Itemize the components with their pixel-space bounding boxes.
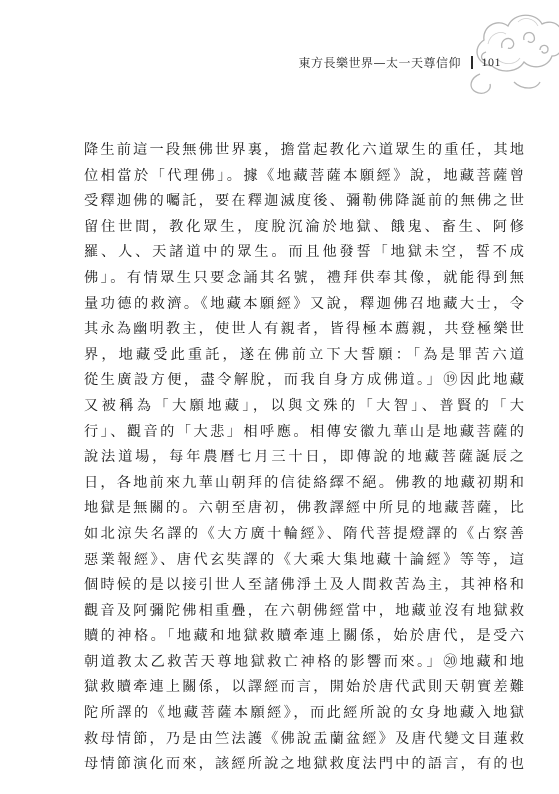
text-line: 惡業報經》、唐代玄奘譯的《大乘大集地藏十論經》等等，這 — [84, 551, 524, 568]
text-line: 其永為幽明教主，使世人有親者，皆得極本薦親，共登極樂世 — [84, 321, 524, 338]
text-line: 又被稱為「大願地藏」，以與文殊的「大智」、普賢的「大 — [84, 397, 524, 414]
text-line: 獄救贖牽連上關係，以譯經而言，開始於唐代武則天朝實差難 — [84, 679, 524, 696]
text-line: 日，各地前來九華山朝拜的信徒絡繹不絕。佛教的地藏初期和 — [84, 474, 524, 491]
text-line: 個時候的是以接引世人至諸佛淨土及人間救苦為主，其神格和 — [84, 577, 524, 594]
text-line: 量功德的救濟。《地藏本願經》又說，釋迦佛召地藏大士，令 — [84, 295, 524, 312]
text-line: 朝道教太乙救苦天尊地獄救亡神格的影響而來。」⑳地藏和地 — [84, 653, 524, 670]
page-number: 101 — [481, 54, 501, 69]
text-line: 觀音及阿彌陀佛相重疊，在六朝佛經當中，地藏並沒有地獄救 — [84, 602, 524, 619]
text-line: 降生前這一段無佛世界裏，擔當起教化六道眾生的重任，其地 — [84, 142, 524, 158]
header-divider — [471, 56, 473, 69]
text-line: 說法道場，每年農曆七月三十日，即傳說的地藏菩薩誕辰之 — [84, 449, 524, 466]
text-line: 留住世間，教化眾生，度脫沉淪於地獄、餓鬼、畜生、阿修 — [84, 218, 524, 235]
text-line: 救母情節，乃是由竺法護《佛說盂蘭盆經》及唐代變文目蓮救 — [84, 730, 524, 747]
text-line: 羅、人、天諸道中的眾生。而且他發誓「地獄未空，誓不成 — [84, 244, 524, 261]
text-line: 行」、觀音的「大悲」相呼應。相傳安徽九華山是地藏菩薩的 — [84, 423, 524, 440]
body-text — [84, 138, 524, 778]
text-line: 位相當於「代理佛」。據《地藏菩薩本願經》說，地藏菩薩曾 — [84, 167, 524, 184]
text-line: 受釋迦佛的囑託，要在釋迦滅度後、彌勒佛降誕前的無佛之世 — [84, 193, 524, 210]
running-title: 東方長樂世界—太一天尊信仰 — [298, 55, 461, 70]
text-line: 佛」。有情眾生只要念誦其名號，禮拜供奉其像，就能得到無 — [84, 269, 524, 286]
text-line: 母情節演化而來，該經所說之地獄救度法門中的語言，有的也 — [84, 756, 524, 773]
text-line: 如北涼失名譯的《大方廣十輪經》、隋代菩提燈譯的《占察善 — [84, 525, 524, 542]
text-line: 陀所譯的《地藏菩薩本願經》，而此經所說的女身地藏入地獄 — [84, 705, 524, 722]
text-line: 地獄是無關的。六朝至唐初，佛教譯經中所見的地藏菩薩，比 — [84, 500, 524, 517]
text-line: 贖的神格。「地藏和地獄救贖牽連上關係，始於唐代，是受六 — [84, 628, 524, 645]
text-line: 從生廣設方便，盡令解脫，而我自身方成佛道。」⑲因此地藏 — [84, 372, 524, 389]
text-line: 界，地藏受此重託，遂在佛前立下大誓願：「為是罪苦六道 — [84, 346, 524, 363]
running-header — [298, 52, 501, 72]
